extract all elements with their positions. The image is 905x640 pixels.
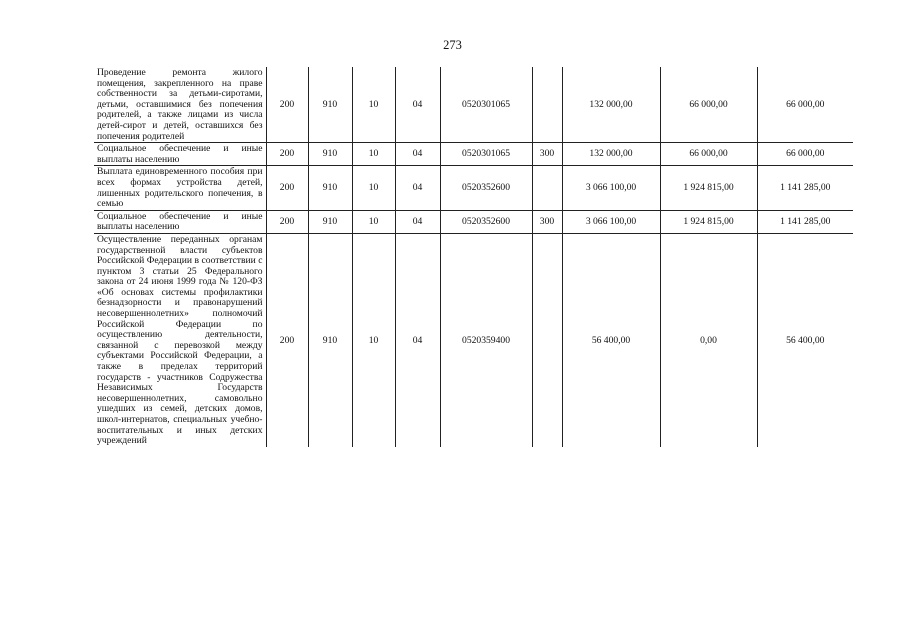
row-description: Выплата единовременного пособия при всех формах устройства детей, лишенных родительского попечения, в семью: [94, 166, 266, 210]
cell-c2: 910: [308, 233, 352, 446]
table-row: [94, 143, 853, 166]
cell-c4: 04: [395, 233, 440, 446]
cell-amount1: 3 066 100,00: [562, 210, 660, 233]
cell-amount3: 56 400,00: [757, 233, 853, 446]
cell-amount2: 1 924 815,00: [660, 166, 757, 210]
cell-c1: 200: [266, 143, 308, 166]
cell-amount1: 132 000,00: [562, 143, 660, 166]
cell-amount1: 3 066 100,00: [562, 166, 660, 210]
table-row: [94, 166, 853, 210]
cell-amount2: 0,00: [660, 233, 757, 446]
row-description: Осуществление переданных органам государственной власти субъектов Российской Федерации в соответствии с пунктом 3 статьи 25 Федерального закона от 24 июня 1999 года № 120-ФЗ «Об основах системы профилактики безнадзорности и правонарушений несовершеннолетних» полномочий Российской Федерации по осуществлению деятельности, связанной с перевозкой между субъектами Российской Федерации, а также в пределах территорий государств - участников Содружества Независимых Государств несовершеннолетних, самовольно ушедших из семей, детских домов, школ-интернатов, специальных учебно-воспитательных и иных детских учреждений: [94, 233, 266, 446]
cell-amount3: 1 141 285,00: [757, 210, 853, 233]
cell-code: 0520352600: [440, 210, 532, 233]
row-description: Социальное обеспечение и иные выплаты населению: [94, 143, 266, 166]
cell-type: [532, 233, 562, 446]
cell-c2: 910: [308, 166, 352, 210]
cell-code: 0520301065: [440, 143, 532, 166]
row-description: Проведение ремонта жилого помещения, закрепленного на праве собственности за детьми-сиротами, детьми, оставшимися без попечения родителей, а также лицами из числа детей-сирот и детей, оставшихся без попечения родителей: [94, 67, 266, 143]
cell-c3: 10: [352, 67, 395, 143]
cell-c3: 10: [352, 166, 395, 210]
cell-code: 0520301065: [440, 67, 532, 143]
cell-c4: 04: [395, 210, 440, 233]
cell-c1: 200: [266, 233, 308, 446]
cell-c2: 910: [308, 143, 352, 166]
cell-c1: 200: [266, 67, 308, 143]
cell-c4: 04: [395, 143, 440, 166]
cell-c1: 200: [266, 210, 308, 233]
cell-amount3: 66 000,00: [757, 143, 853, 166]
cell-amount3: 1 141 285,00: [757, 166, 853, 210]
cell-c2: 910: [308, 210, 352, 233]
cell-amount2: 1 924 815,00: [660, 210, 757, 233]
cell-amount2: 66 000,00: [660, 143, 757, 166]
cell-type: 300: [532, 210, 562, 233]
cell-amount1: 132 000,00: [562, 67, 660, 143]
cell-c3: 10: [352, 210, 395, 233]
cell-c4: 04: [395, 67, 440, 143]
cell-c2: 910: [308, 67, 352, 143]
cell-type: 300: [532, 143, 562, 166]
table-row: [94, 233, 853, 446]
page-number: 273: [443, 38, 462, 52]
cell-type: [532, 166, 562, 210]
table-row: [94, 67, 853, 143]
cell-code: 0520352600: [440, 166, 532, 210]
cell-code: 0520359400: [440, 233, 532, 446]
cell-amount2: 66 000,00: [660, 67, 757, 143]
cell-c3: 10: [352, 143, 395, 166]
cell-c3: 10: [352, 233, 395, 446]
table-row: [94, 210, 853, 233]
cell-amount1: 56 400,00: [562, 233, 660, 446]
cell-type: [532, 67, 562, 143]
row-description: Социальное обеспечение и иные выплаты населению: [94, 210, 266, 233]
budget-table: [94, 67, 853, 447]
cell-amount3: 66 000,00: [757, 67, 853, 143]
cell-c1: 200: [266, 166, 308, 210]
cell-c4: 04: [395, 166, 440, 210]
